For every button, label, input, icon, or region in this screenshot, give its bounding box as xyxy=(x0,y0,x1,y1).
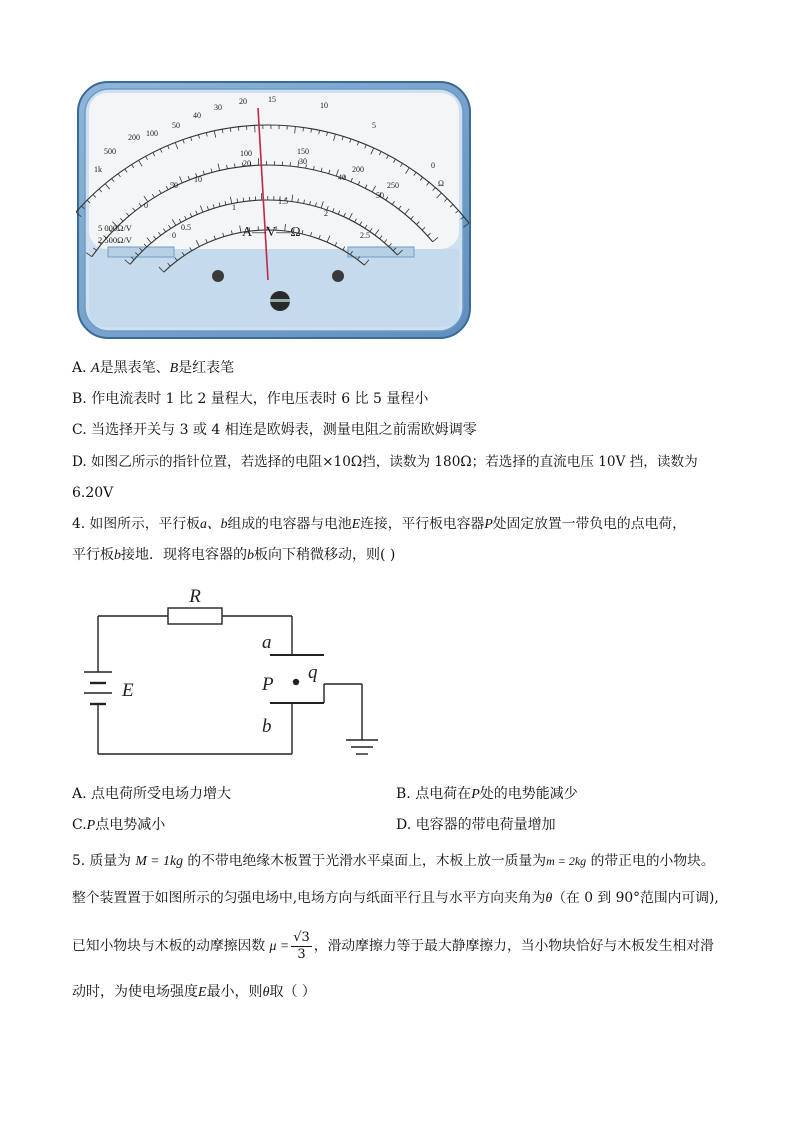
sensitivity-1: 5 000Ω/V xyxy=(98,223,132,233)
q5-line2: 整个装置置于如图所示的匀强电场中,电场方向与纸面平行且与水平方向夹角为θ（在 0 到 90°范围内可调), xyxy=(72,890,719,906)
svg-text:2.5: 2.5 xyxy=(360,231,370,240)
q4-option-c: C.P点电势减小 xyxy=(72,817,166,833)
svg-text:500: 500 xyxy=(104,147,116,156)
svg-text:2: 2 xyxy=(324,209,328,218)
svg-text:10: 10 xyxy=(320,101,328,110)
label-E: E xyxy=(122,680,134,701)
q5-line4: 动时，为使电场强度E最小，则θ取（ ） xyxy=(72,984,316,1000)
q5-line3: 已知小物块与木板的动摩擦因数 μ = $\frac{√3}{3}$ ，滑动摩擦力等于最大静摩擦力，当小物块恰好与木板发生相对滑 xyxy=(72,930,714,962)
q5-line1: 5. 质量为 M = 1kg 的不带电绝缘木板置于光滑水平桌面上，木板上放一质量为m = 2kg 的带正电的小物块。 xyxy=(72,853,715,869)
label-q: q xyxy=(308,662,318,683)
sensitivity-2: 2 500Ω/V xyxy=(98,235,132,245)
svg-text:40: 40 xyxy=(338,173,346,182)
svg-text:20: 20 xyxy=(243,159,251,168)
svg-text:250: 250 xyxy=(387,181,399,190)
svg-text:150: 150 xyxy=(297,147,309,156)
q3-option-c: C. 当选择开关与 3 或 4 相连是欧姆表，测量电阻之前需欧姆调零 xyxy=(72,422,477,438)
q3-option-b: B. 作电流表时 1 比 2 量程大，作电压表时 6 比 5 量程小 xyxy=(72,391,429,407)
q4-option-b: B. 点电荷在P处的电势能减少 xyxy=(396,786,578,802)
svg-text:1.5: 1.5 xyxy=(278,197,288,206)
multimeter-figure xyxy=(76,80,472,342)
mu-fraction: $\frac{√3}{3}$ xyxy=(293,930,310,962)
q4-stem-line1: 4. 如图所示，平行板a、b组成的电容器与电池E连接，平行板电容器P处固定放置一带负电的点电荷， xyxy=(72,516,686,532)
label-b: b xyxy=(262,716,272,737)
svg-text:50: 50 xyxy=(170,181,178,190)
svg-text:100: 100 xyxy=(240,149,252,158)
svg-text:1: 1 xyxy=(232,203,236,212)
label-P: P xyxy=(262,674,274,695)
q3-option-a: A. A是黑表笔、B是红表笔 xyxy=(72,360,235,376)
omega-label-1k: 1k xyxy=(94,165,102,174)
terminal-right xyxy=(332,270,344,282)
svg-text:30: 30 xyxy=(214,103,222,112)
svg-text:10: 10 xyxy=(194,175,202,184)
q4-option-d: D. 电容器的带电荷量增加 xyxy=(396,817,556,833)
svg-text:200: 200 xyxy=(128,133,140,142)
point-charge xyxy=(293,679,299,685)
label-a: a xyxy=(262,632,272,653)
q3-option-d: D. 如图乙所示的指针位置，若选择的电阻×10Ω挡，读数为 180Ω；若选择的直流电压 10V 挡，读数为 xyxy=(72,454,698,470)
svg-text:100: 100 xyxy=(146,129,158,138)
resistor xyxy=(168,608,222,624)
svg-text:0: 0 xyxy=(431,161,435,170)
meter-label: A—V—Ω xyxy=(242,225,301,240)
svg-text:50: 50 xyxy=(376,191,384,200)
label-R: R xyxy=(189,586,201,607)
terminal-left xyxy=(212,270,224,282)
svg-text:20: 20 xyxy=(239,97,247,106)
q4-option-a: A. 点电荷所受电场力增大 xyxy=(72,786,232,802)
q3-option-d-cont: 6.20V xyxy=(72,485,114,501)
svg-text:30: 30 xyxy=(299,157,307,166)
scale-tick xyxy=(303,127,304,131)
svg-text:40: 40 xyxy=(193,111,201,120)
svg-text:50: 50 xyxy=(172,121,180,130)
svg-text:0: 0 xyxy=(144,201,148,210)
svg-text:15: 15 xyxy=(268,95,276,104)
circuit-diagram xyxy=(76,580,386,770)
q4-stem-line2: 平行板b接地．现将电容器的b板向下稍微移动，则( ) xyxy=(72,547,396,563)
svg-text:0.5: 0.5 xyxy=(181,223,191,232)
scale-tick xyxy=(243,198,244,202)
omega-unit: Ω xyxy=(438,179,444,188)
svg-text:5: 5 xyxy=(372,121,376,130)
svg-text:200: 200 xyxy=(352,165,364,174)
svg-text:0: 0 xyxy=(172,231,176,240)
